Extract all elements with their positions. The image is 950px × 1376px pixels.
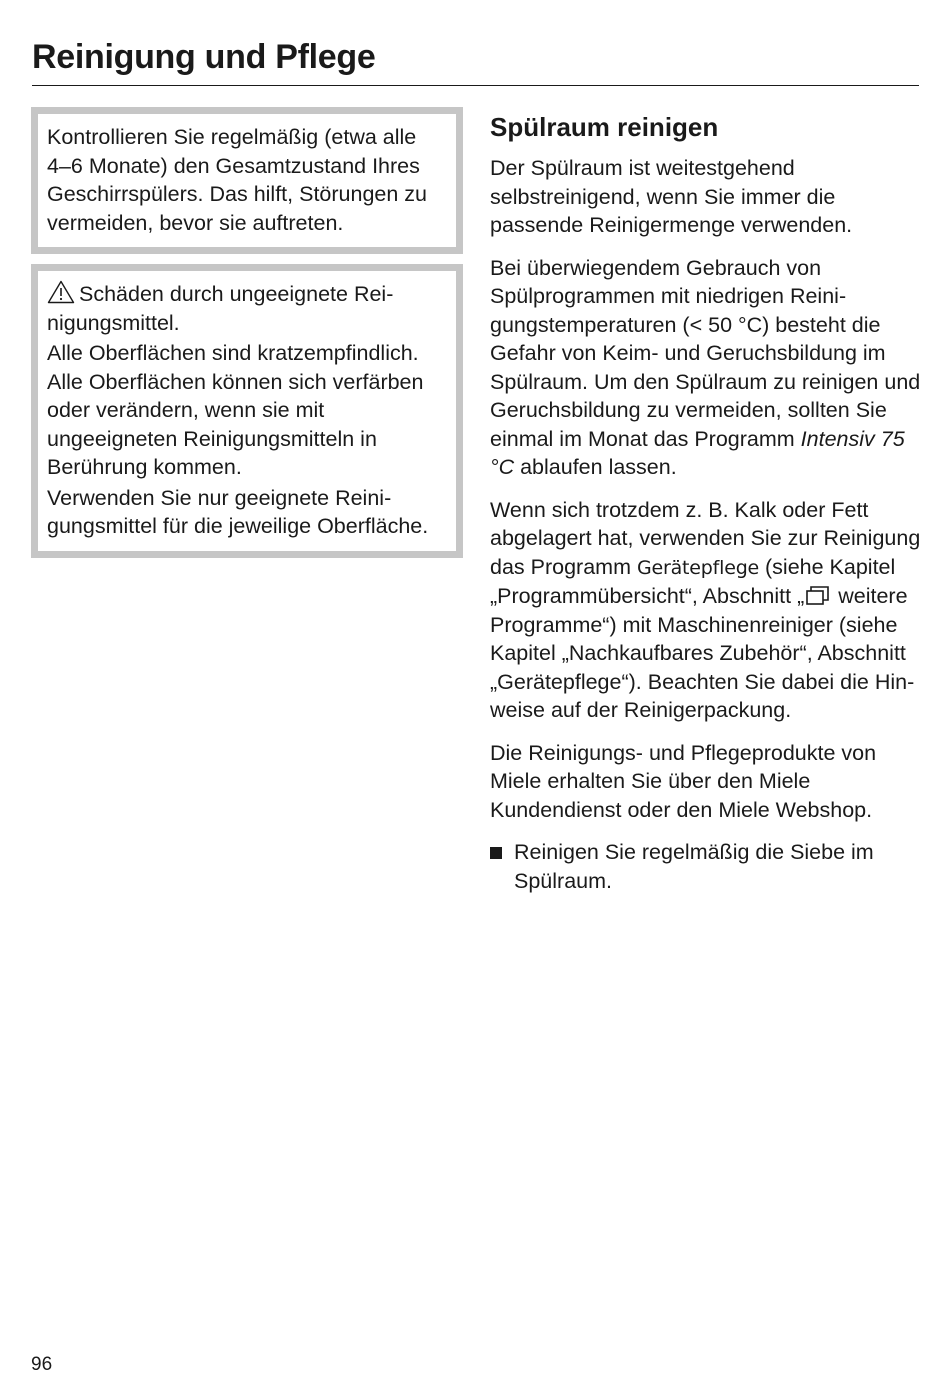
- paragraph-text: (siehe Kapitel „Programmübersicht“, Abschnitt „: [490, 554, 896, 608]
- paragraph-text: weitere Programme“) mit Maschinenreiniger (siehe Kapitel „Nachkaufbares Zubehör“, Abschnitt „Gerätepflege“). Beachten Sie dabei die Hinweise auf der Reinigerpackung.: [490, 584, 915, 722]
- paragraph-intensive-program: [490, 254, 922, 482]
- warning-paragraph-2: Verwenden Sie nur geeignete Reinigungsmittel für die jeweilige Oberfläche.: [47, 485, 429, 538]
- left-column: [31, 107, 463, 558]
- bullet-text: Reinigen Sie regelmäßig die Siebe im Spülraum.: [514, 840, 874, 893]
- program-name-intensiv: Intensiv 75 °C: [490, 426, 905, 479]
- page-title: Reinigung und Pflege: [32, 38, 376, 76]
- page-number: 96: [31, 1354, 53, 1375]
- warning-paragraph-1: Alle Oberflächen sind kratzempfindlich. Alle Oberflächen können sich verfärben oder verändern, wenn sie mit ungeeigneten Reinigungsmitteln in Berührung kommen.: [47, 341, 424, 479]
- tip-box: [31, 107, 463, 254]
- paragraph-text: ablaufen lassen.: [514, 455, 677, 479]
- warning-headline: Schäden durch ungeeignete Reinigungsmittel.: [47, 282, 394, 335]
- more-programs-icon: [805, 584, 831, 606]
- title-divider: [32, 85, 919, 86]
- bullet-square-icon: [490, 847, 502, 859]
- tip-text: Kontrollieren Sie regelmäßig (etwa alle 4–6 Monate) den Gesamtzustand Ihres Geschirrspülers. Das hilft, Störungen zu vermeiden, bevor sie auftreten.: [47, 125, 427, 235]
- program-name-geraetepflege: Gerätepflege: [636, 556, 760, 579]
- paragraph-machine-care: [490, 496, 922, 725]
- paragraph-text: Wenn sich trotzdem z. B. Kalk oder Fett abgelagert hat, verwenden Sie zur Reinigung das Programm: [490, 497, 921, 579]
- section-heading: Spülraum reinigen: [490, 112, 719, 142]
- warning-headline-line: [47, 280, 444, 337]
- right-column: [490, 110, 922, 895]
- warning-box: [31, 264, 463, 558]
- paragraph-self-cleaning: Der Spülraum ist weitestgehend selbstreinigend, wenn Sie immer die passende Reinigermenge verwenden.: [490, 156, 853, 237]
- paragraph-products: Die Reinigungs- und Pflegeprodukte von Miele erhalten Sie über den Miele Kundendienst oder den Miele Webshop.: [490, 740, 877, 822]
- list-item: [490, 838, 922, 895]
- warning-triangle-icon: [47, 280, 75, 304]
- paragraph-text: Bei überwiegendem Gebrauch von Spülprogrammen mit niedrigen Reinigungstemperaturen (< 50 °C) besteht die Gefahr von Keim- und Geruchsbildung im Spülraum. Um den Spülraum zu reinigen und Geruchsbildung zu vermeiden, sollten Sie einmal im Monat das Programm: [490, 255, 921, 451]
